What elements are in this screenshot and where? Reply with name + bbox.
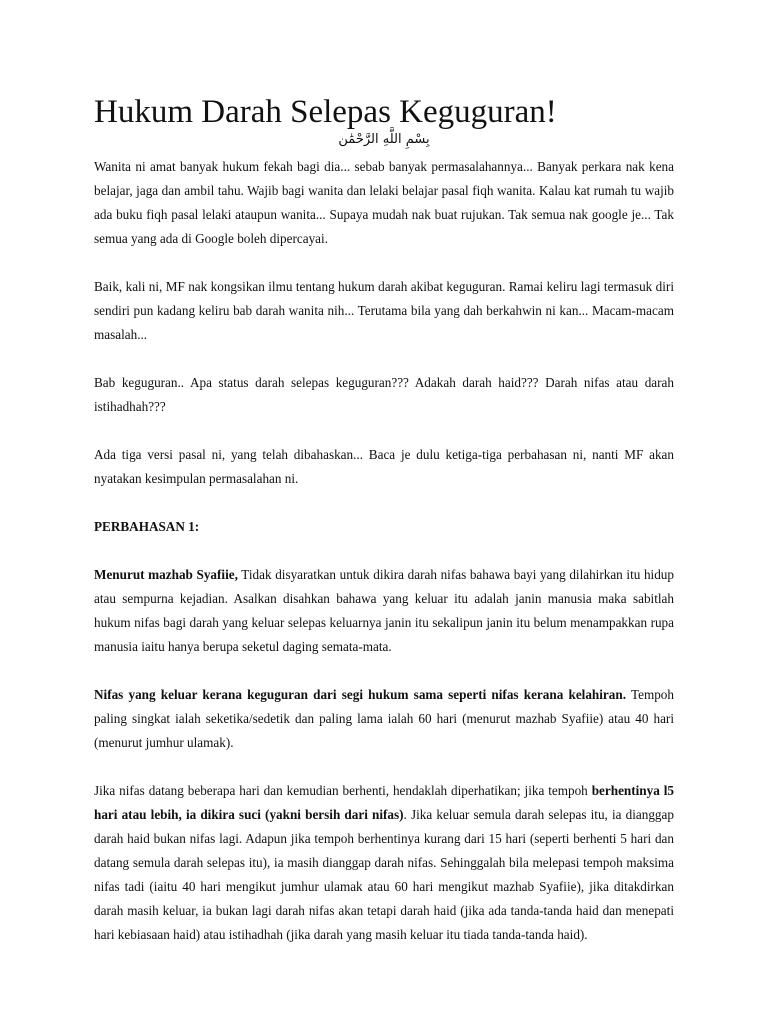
paragraph-question: Bab keguguran.. Apa status darah selepas keguguran??? Adakah darah haid??? Darah nifas atau darah istihadhah??? (94, 375, 674, 414)
paragraph-syafiie (94, 563, 674, 659)
page-title: Hukum Darah Selepas Keguguran! (94, 94, 557, 130)
paragraph-syafiie-text: Tidak disyaratkan untuk dikira darah nifas bahawa bayi yang dilahirkan itu hidup atau sempurna kejadian. Asalkan disahkan bahawa yang keluar itu adalah janin manusia maka sabitlah hukum nifas bagi darah yang keluar selepas keluarnya janin itu sekalipun janin itu belum menampakkan rupa manusia iaitu hanya berupa seketul daging semata-mata. (94, 567, 674, 654)
paragraph-nifas-text: Tempoh paling singkat ialah seketika/sedetik dan paling lama ialah 60 hari (menurut mazhab Syafiie) atau 40 hari (menurut jumhur ulamak). (94, 687, 674, 750)
paragraph-berhenti-text: . Jika keluar semula darah selepas itu, ia dianggap darah haid bukan nifas lagi. Adapun jika tempoh berhentinya kurang dari 15 hari (seperti berhenti 5 hari dan datang semula darah selepas itu), ia masih dianggap darah nifas. Sehinggalah bila melepasi tempoh maksima nifas tadi (iaitu 40 hari mengikut jumhur ulamak atau 60 hari mengikut mazhab Syafiie), jika ditakdirkan darah masih keluar, ia bukan lagi darah nifas akan tetapi darah haid (jika ada tanda-tanda haid dan menepati hari kebiasaan haid) atau istihadhah (jika darah yang masih keluar itu tiada tanda-tanda haid). (94, 807, 674, 942)
paragraph-nifas (94, 683, 674, 755)
paragraph-nifas-bold: Nifas yang keluar kerana keguguran dari segi hukum sama seperti nifas kerana kelahiran. (94, 687, 627, 702)
paragraph-intro: Wanita ni amat banyak hukum fekah bagi dia... sebab banyak permasalahannya... Banyak perkara nak kena belajar, jaga dan ambil tahu. Wajib bagi wanita dan lelaki belajar pasal fiqh wanita. Kalau kat rumah tu wajib ada buku fiqh pasal lelaki ataupun wanita... Supaya mudah nak buat rujukan. Tak semua nak google je... Tak semua yang ada di Google boleh dipercayai. (94, 159, 674, 246)
paragraph-berhenti (94, 779, 674, 947)
paragraph-berhenti-start: Jika nifas datang beberapa hari dan kemudian berhenti, hendaklah diperhatikan; jika tempoh (94, 783, 592, 798)
paragraph-berhenti-bold: berhentinya l5 hari atau lebih, ia dikira suci (yakni bersih dari nifas) (94, 783, 674, 822)
bismillah-text: بِسْمِ اللَّهِ الرَّحْمَٰن (338, 132, 430, 147)
paragraph-syafiie-bold: Menurut mazhab Syafiie, (94, 567, 238, 582)
section-heading: PERBAHASAN 1: (94, 519, 200, 534)
paragraph-sharing: Baik, kali ni, MF nak kongsikan ilmu tentang hukum darah akibat keguguran. Ramai keliru lagi termasuk diri sendiri pun kadang keliru bab darah wanita nih... Terutama bila yang dah berkahwin ni kan... Macam-macam masalah... (94, 279, 674, 342)
paragraph-versions: Ada tiga versi pasal ni, yang telah dibahaskan... Baca je dulu ketiga-tiga perbahasan ni, nanti MF akan nyatakan kesimpulan permasalahan ni. (94, 447, 674, 486)
